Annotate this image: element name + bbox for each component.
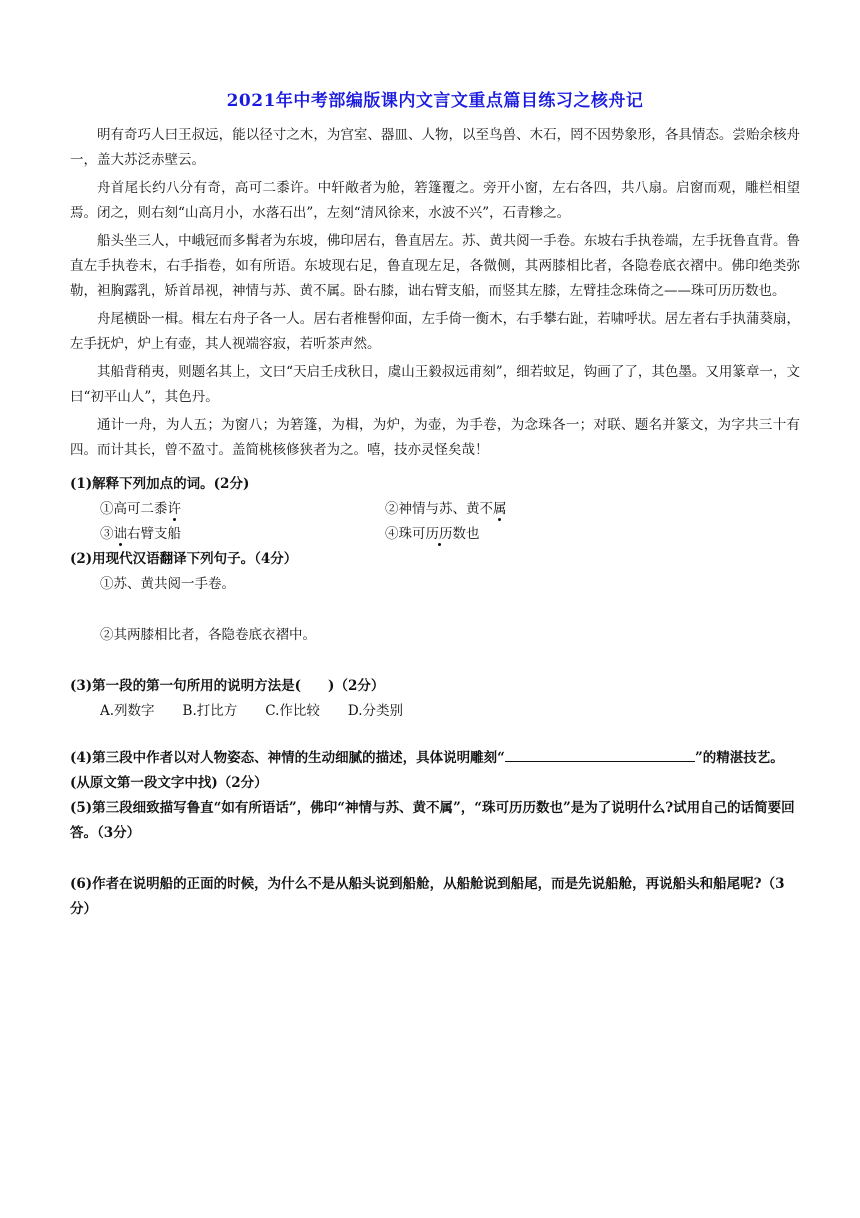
item-text: 右臂支船: [127, 526, 181, 542]
item-text: 数也: [452, 526, 480, 542]
answer-space: [70, 724, 800, 746]
answer-space: [70, 648, 800, 674]
passage-paragraph-3: 船头坐三人，中峨冠而多髯者为东坡，佛印居右，鲁直居左。苏、黄共阅一手卷。东坡右手执卷端，左手抚鲁直背。鲁直左手执卷末，右手指卷，如有所语。东坡现右足，鲁直现左足，各微侧，其两膝相比者，各隐卷底衣褶中。佛印绝类弥勒，袒胸露乳，矫首昂视，神情与苏、黄不属。卧右膝，诎右臂支船，而竖其左膝，左臂挂念珠倚之——珠可历历数也。: [70, 233, 800, 299]
item-text: ④珠可: [385, 526, 426, 542]
question-5: (5)第三段细致描写鲁直“如有所语话”，佛印“神情与苏、黄不属”，“珠可历历数也”是为了说明什么?试用自己的话简要回答。（3分）: [70, 800, 795, 841]
passage-paragraph-2: 舟首尾长约八分有奇，高可二黍许。中轩敞者为舱，箬篷覆之。旁开小窗，左右各四，共八扇。启窗而观，雕栏相望焉。闭之，则右刻“山高月小，水落石出”，左刻“清风徐来，水波不兴”，石青糁之。: [70, 180, 800, 221]
answer-space: [70, 846, 800, 872]
item-text: ②神情与苏、黄不: [385, 501, 493, 517]
passage-paragraph-1: 明有奇巧人曰王叔远，能以径寸之木，为宫室、器皿、人物，以至鸟兽、木石，罔不因势象形，各具情态。尝贻余核舟一，盖大苏泛赤壁云。: [70, 127, 800, 168]
question-6: (6)作者在说明船的正面的时候，为什么不是从船头说到船舱，从船舱说到船尾，而是先说船舱，再说船头和船尾呢?（3分）: [70, 876, 785, 917]
option-d: D.分类别: [347, 703, 404, 719]
question-1-row-1: [70, 497, 800, 522]
document-title: 2021年中考部编版课内文言文重点篇目练习之核舟记: [226, 91, 644, 111]
question-1-item-3: [100, 522, 385, 547]
dotted-word: 历历: [425, 526, 453, 542]
question-1-row-2: [70, 522, 800, 547]
question-2-sentence-1: ①苏、黄共阅一手卷。: [100, 576, 235, 592]
fill-in-blank: [505, 747, 695, 762]
question-1-item-2: [385, 497, 670, 522]
passage: [70, 123, 800, 463]
dotted-word: 诎: [113, 526, 127, 542]
question-1-item-4: [385, 522, 670, 547]
question-4-text-end: ”的精湛技艺。(从原文第一段文字中找)（2分）: [70, 750, 784, 791]
option-b: B.打比方: [182, 703, 238, 719]
question-4: [70, 746, 800, 796]
question-1-item-1: [100, 497, 385, 522]
item-text: ③: [100, 526, 114, 542]
passage-paragraph-4: 舟尾横卧一楫。楫左右舟子各一人。居右者椎髻仰面，左手倚一衡木，右手攀右趾，若啸呼状。居左者右手执蒲葵扇，左手抚炉，炉上有壶，其人视端容寂，若听茶声然。: [70, 311, 800, 352]
passage-paragraph-6: 通计一舟，为人五；为窗八；为箬篷，为楫，为炉，为壶，为手卷，为念珠各一；对联、题名并篆文，为字共三十有四。而计其长，曾不盈寸。盖简桃核修狭者为之。嘻，技亦灵怪矣哉！: [70, 417, 800, 458]
option-c: C.作比较: [265, 703, 320, 719]
question-4-text-start: (4)第三段中作者以对人物姿态、神情的生动细腻的描述，具体说明雕刻“: [70, 750, 505, 766]
dotted-word: 许: [167, 501, 181, 517]
question-3-heading: (3)第一段的第一句所用的说明方法是( )（2分）: [70, 678, 385, 694]
answer-space: [70, 597, 800, 623]
question-3-options: [70, 699, 800, 724]
question-1-heading: (1)解释下列加点的词。(2分): [70, 476, 250, 492]
question-2-heading: (2)用现代汉语翻译下列句子。（4分）: [70, 551, 298, 567]
dotted-word: 属: [493, 501, 507, 517]
passage-paragraph-5: 其船背稍夷，则题名其上，文曰“天启壬戌秋日，虞山王毅叔远甫刻”，细若蚊足，钩画了了，其色墨。又用篆章一，文曰“初平山人”，其色丹。: [70, 364, 800, 405]
option-a: A.列数字: [100, 703, 155, 719]
item-text: ①高可二黍: [100, 501, 168, 517]
question-2-sentence-2: ②其两膝相比者，各隐卷底衣褶中。: [100, 627, 316, 643]
